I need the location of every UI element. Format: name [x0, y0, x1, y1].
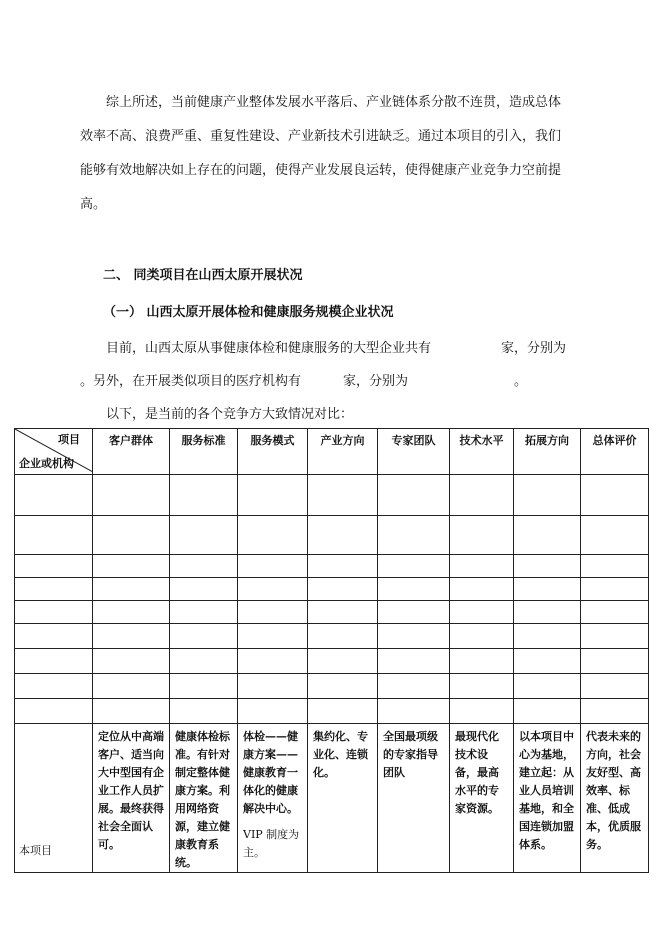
empty-row: [15, 624, 649, 649]
empty-cell: [581, 516, 649, 555]
empty-row: [15, 578, 649, 601]
empty-cell: [308, 555, 378, 578]
section-heading: 二、 同类项目在山西太原开展状况: [103, 268, 303, 283]
table-header-row: [15, 429, 649, 475]
empty-cell: [581, 649, 649, 674]
empty-row: [15, 674, 649, 699]
empty-cell: [450, 516, 514, 555]
corner-top-label: 项目: [58, 433, 80, 446]
intro-paragraph: [80, 86, 590, 222]
empty-cell: [238, 578, 308, 601]
empty-cell: [93, 555, 170, 578]
subsection-heading: （一） 山西太原开展体检和健康服务规模企业状况: [103, 305, 394, 320]
empty-cell: [170, 601, 238, 624]
empty-cell: [308, 649, 378, 674]
empty-row: [15, 649, 649, 674]
empty-cell: [308, 578, 378, 601]
empty-cell: [308, 601, 378, 624]
header-cell: 产业方向: [308, 429, 378, 475]
empty-cell: [450, 475, 514, 516]
empty-cell: [308, 475, 378, 516]
empty-cell: [378, 624, 450, 649]
empty-cell: [514, 699, 581, 724]
empty-cell: [308, 516, 378, 555]
body-text: 。另外，在开展类似项目的医疗机构有: [80, 374, 302, 389]
header-cell: 总体评价: [581, 429, 649, 475]
empty-cell: [378, 475, 450, 516]
empty-cell: [15, 578, 93, 601]
project-cell: 定位从中高端客户、适当向大中型国有企业工作人员扩展。最终获得社会全面认可。: [93, 724, 170, 873]
body-text: 家，分别为: [343, 374, 409, 389]
empty-cell: [378, 516, 450, 555]
empty-cell: [15, 674, 93, 699]
empty-cell: [93, 649, 170, 674]
comparison-table: [14, 428, 649, 873]
empty-cell: [238, 674, 308, 699]
empty-cell: [238, 601, 308, 624]
empty-cell: [93, 674, 170, 699]
body-text: 目前，山西太原从事健康体检和健康服务的大型企业共有: [106, 341, 432, 356]
empty-cell: [378, 699, 450, 724]
empty-cell: [378, 649, 450, 674]
empty-cell: [581, 555, 649, 578]
body-text: 家，分别为: [501, 341, 567, 356]
empty-cell: [450, 699, 514, 724]
empty-cell: [581, 578, 649, 601]
empty-cell: [170, 555, 238, 578]
project-cell: 集约化、专业化、连锁化。: [308, 724, 378, 873]
empty-cell: [450, 674, 514, 699]
body-line-3: 以下，是当前的各个竞争方大致情况对比：: [106, 407, 354, 422]
empty-cell: [15, 601, 93, 624]
empty-cell: [93, 475, 170, 516]
empty-row: [15, 475, 649, 516]
empty-cell: [15, 699, 93, 724]
empty-cell: [15, 624, 93, 649]
empty-cell: [514, 555, 581, 578]
project-cell: 最现代化技术设备，最高水平的专家资源。: [450, 724, 514, 873]
body-line-2: [80, 370, 527, 389]
empty-cell: [581, 674, 649, 699]
empty-cell: [308, 674, 378, 699]
empty-cell: [514, 578, 581, 601]
empty-cell: [238, 699, 308, 724]
empty-cell: [93, 578, 170, 601]
empty-cell: [238, 516, 308, 555]
empty-cell: [238, 555, 308, 578]
empty-cell: [93, 601, 170, 624]
empty-cell: [170, 516, 238, 555]
header-cell: 专家团队: [378, 429, 450, 475]
empty-cell: [93, 699, 170, 724]
empty-cell: [514, 674, 581, 699]
empty-cell: [15, 516, 93, 555]
empty-cell: [378, 555, 450, 578]
project-cell: 代表未来的方向，社会友好型、高效率、标准、低成本，优质服务。: [581, 724, 649, 873]
empty-cell: [514, 516, 581, 555]
corner-bottom-label: 企业或机构: [19, 457, 74, 470]
project-cell: 全国最项级的专家指导团队: [378, 724, 450, 873]
intro-line-4: 高。: [80, 197, 107, 212]
empty-cell: [15, 649, 93, 674]
empty-cell: [450, 649, 514, 674]
empty-cell: [514, 601, 581, 624]
corner-header-cell: [15, 429, 93, 475]
empty-cell: [170, 674, 238, 699]
body-line-1: [106, 337, 566, 356]
header-cell: 拓展方向: [514, 429, 581, 475]
project-cell: 以本项目中心为基地，建立起：从业人员培训基地，和全国连锁加盟体系。: [514, 724, 581, 873]
empty-row: [15, 601, 649, 624]
project-cell-text: VIP 制度为主。: [243, 828, 300, 859]
empty-cell: [514, 649, 581, 674]
empty-cell: [581, 601, 649, 624]
empty-cell: [378, 601, 450, 624]
empty-cell: [581, 699, 649, 724]
project-label-cell: 本项目: [15, 724, 93, 873]
header-cell: 服务标准: [170, 429, 238, 475]
empty-cell: [308, 699, 378, 724]
empty-cell: [170, 475, 238, 516]
empty-cell: [378, 578, 450, 601]
empty-cell: [15, 555, 93, 578]
header-cell: 技术水平: [450, 429, 514, 475]
empty-cell: [93, 516, 170, 555]
header-cell: 客户群体: [93, 429, 170, 475]
empty-cell: [308, 624, 378, 649]
empty-cell: [581, 475, 649, 516]
project-cell-text: 体检——健康方案——健康教育一体化的健康解决中心。: [243, 730, 298, 815]
empty-cell: [378, 674, 450, 699]
empty-cell: [170, 699, 238, 724]
body-text: 。: [514, 374, 528, 389]
empty-row: [15, 555, 649, 578]
empty-cell: [514, 624, 581, 649]
empty-cell: [581, 624, 649, 649]
empty-cell: [238, 649, 308, 674]
empty-cell: [170, 649, 238, 674]
project-cell: 健康体检标准。有针对制定整体健康方案。利用网络资源，建立健康教育系统。: [170, 724, 238, 873]
empty-row: [15, 516, 649, 555]
empty-cell: [170, 578, 238, 601]
empty-cell: [450, 624, 514, 649]
intro-line-2: 效率不高、浪费严重、重复性建设、产业新技术引进缺乏。通过本项目的引入，我们: [80, 129, 562, 144]
empty-cell: [15, 475, 93, 516]
empty-cell: [238, 624, 308, 649]
project-cell: [238, 724, 308, 873]
empty-cell: [93, 624, 170, 649]
empty-cell: [238, 475, 308, 516]
empty-cell: [450, 578, 514, 601]
project-row: [15, 724, 649, 873]
intro-line-3: 能够有效地解决如上存在的问题，使得产业发展良运转，使得健康产业竞争力空前提: [80, 163, 562, 178]
empty-row: [15, 699, 649, 724]
empty-cell: [514, 475, 581, 516]
empty-cell: [450, 555, 514, 578]
header-cell: 服务模式: [238, 429, 308, 475]
empty-cell: [450, 601, 514, 624]
empty-rows: [15, 475, 649, 724]
empty-cell: [170, 624, 238, 649]
intro-line-1: 综上所述，当前健康产业整体发展水平落后、产业链体系分散不连贯，造成总体: [106, 95, 562, 110]
